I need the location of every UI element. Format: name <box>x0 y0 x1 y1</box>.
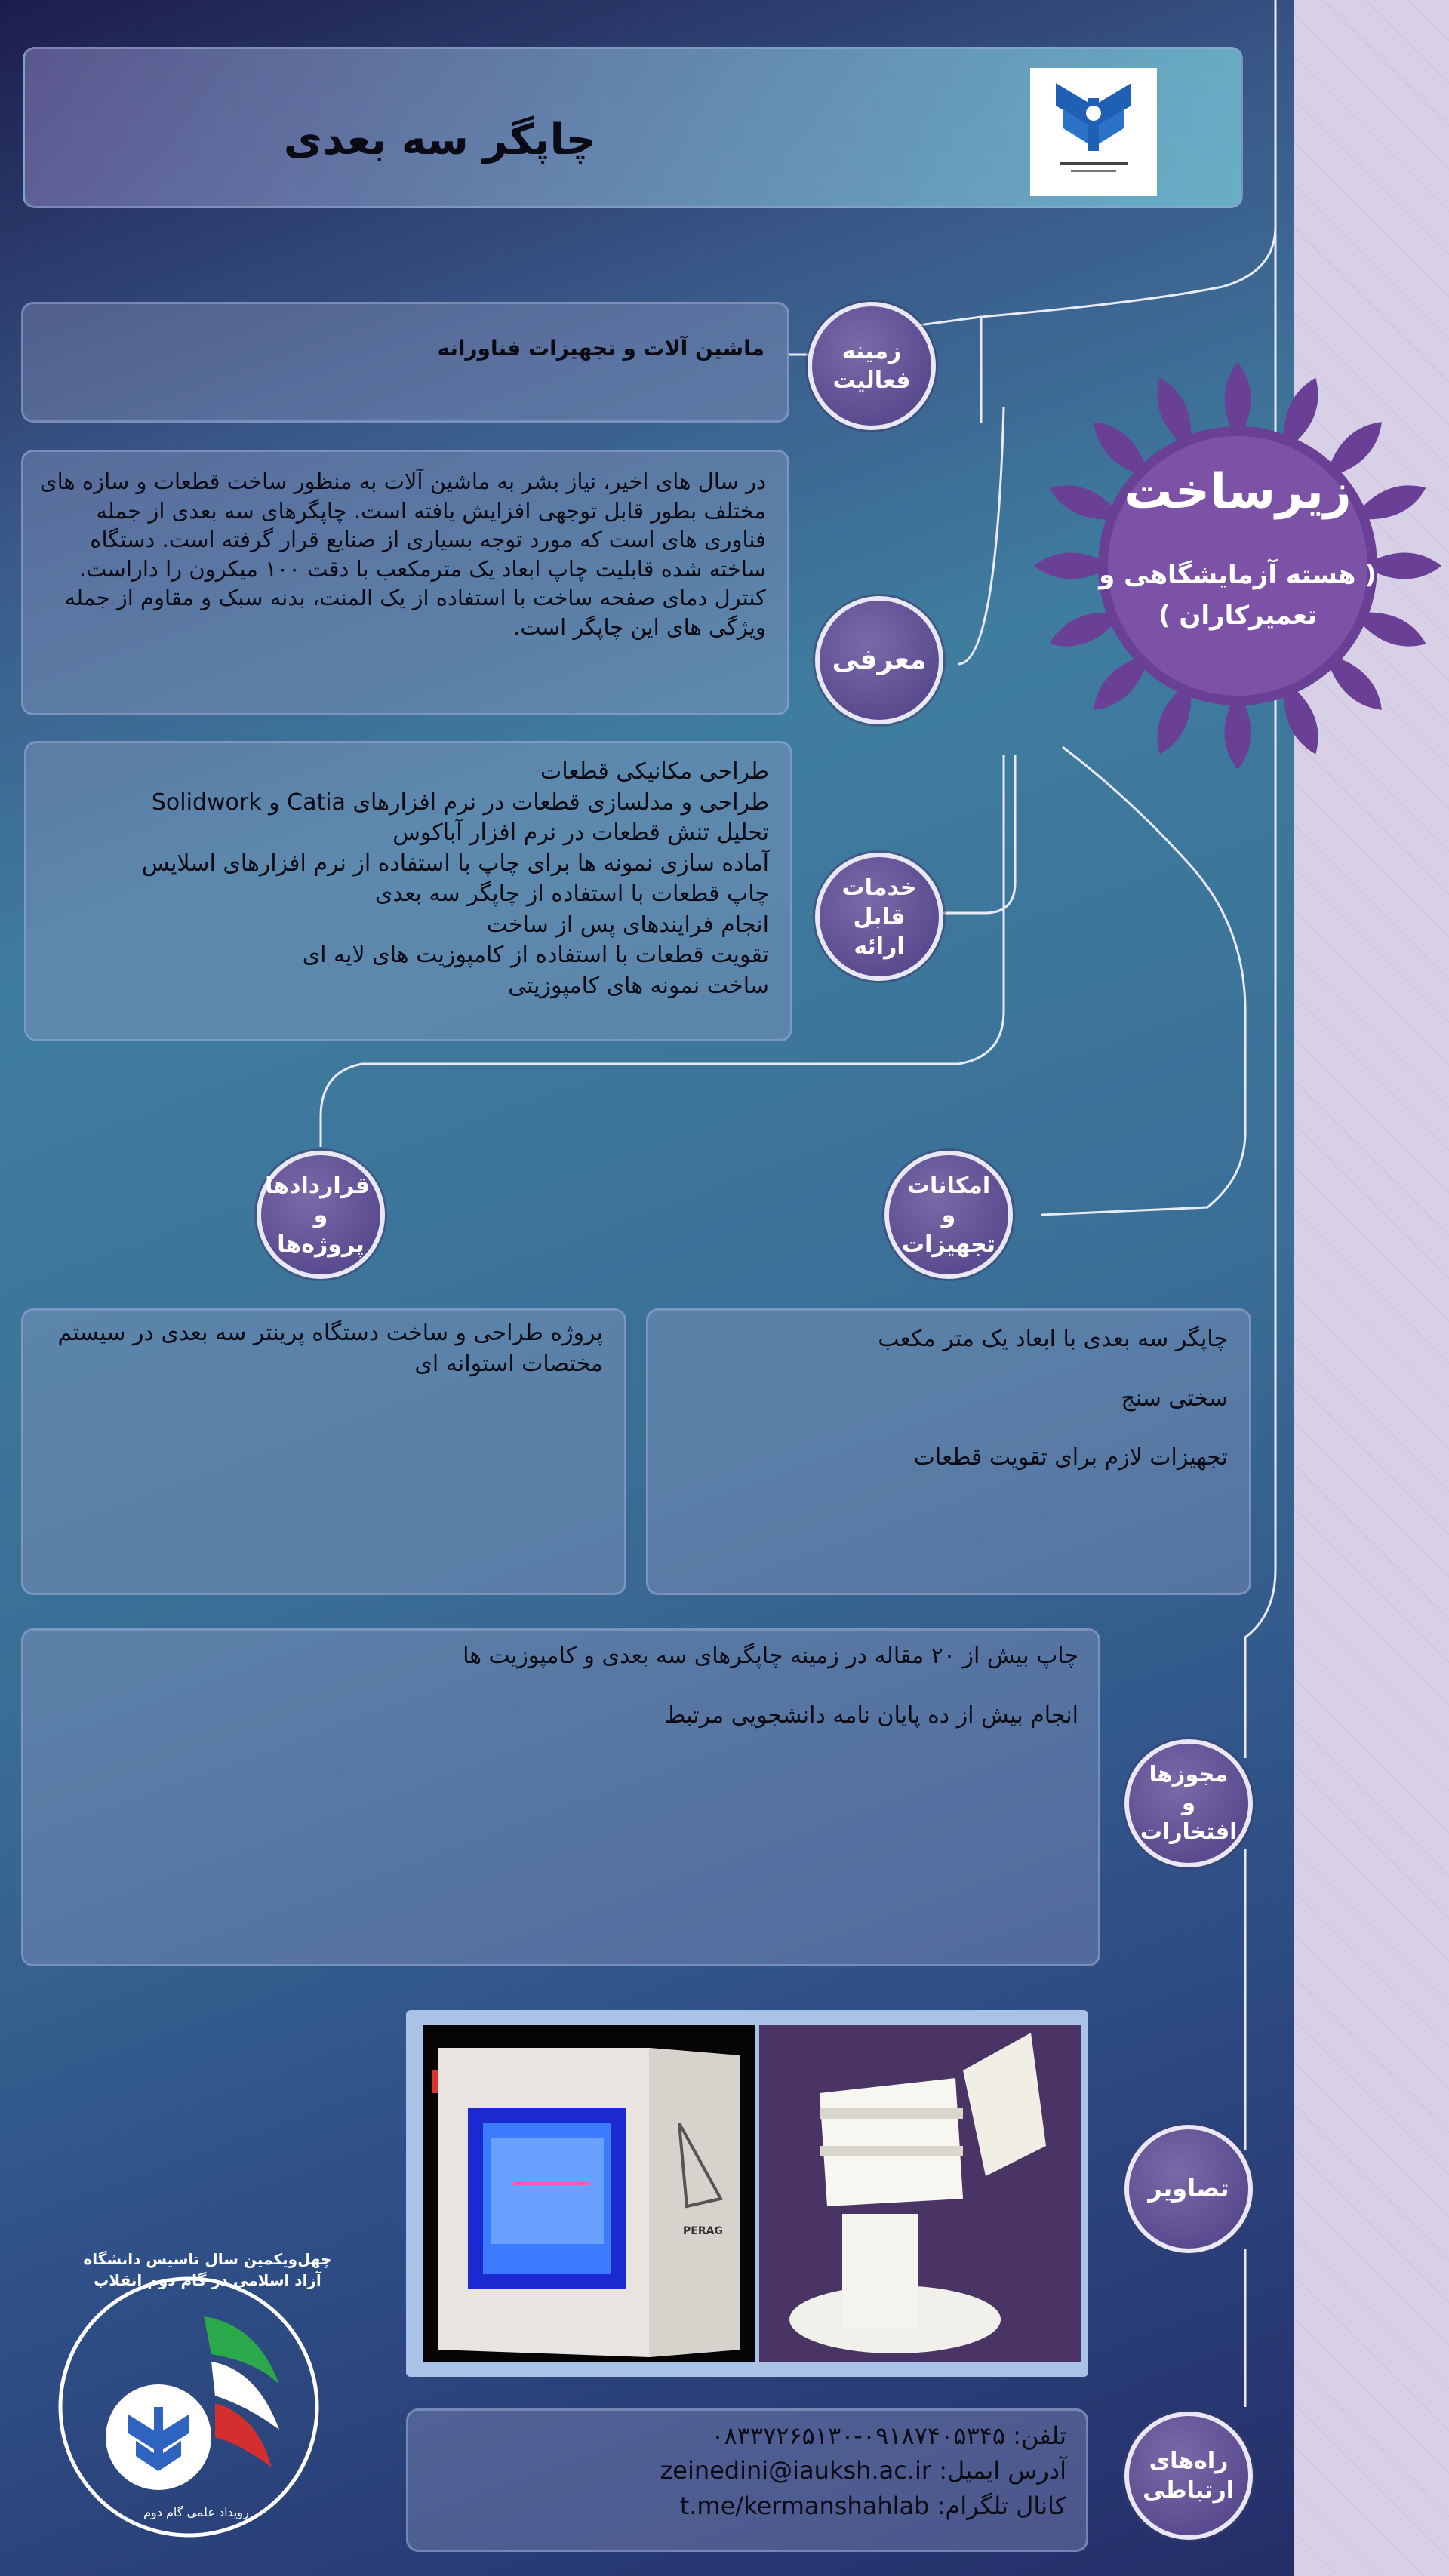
badge-intro-label: معرفی <box>832 644 927 675</box>
anniversary-logo <box>30 2233 347 2550</box>
badge-contracts <box>257 1151 385 1279</box>
intro-content: در سال های اخیر، نیاز بشر به ماشین آلات به منظور ساخت قطعات و سازه های مختلف بطور قابل توجهی افزایش یافته است. چاپگرهای سه بعدی از جمله فناوری های است که مورد توجه بسیاری از صنایع قرار گرفته است. دستگاه ساخته شده قابلیت چاپ ابعاد یک مترمکعب با دقت ۱۰۰ میکرون را داراست. کنترل دمای صفحه ساخت با استفاده از یک المنت، بدنه سبک و مقاوم از جمله ویژگی های این چاپگر است. <box>39 469 766 640</box>
page-title: چاپگر سه بعدی <box>283 115 597 164</box>
badge-subtitle: ( هسته آزمایشگاهی و تعمیرکاران ) <box>1099 560 1377 632</box>
badge-contact <box>1124 2412 1253 2540</box>
field-panel <box>21 302 789 423</box>
services-panel <box>24 741 792 1041</box>
intro-panel <box>21 450 789 715</box>
email-value[interactable]: zeinedini@iauksh.ac.ir <box>660 2456 932 2485</box>
services-item: تحلیل تنش قطعات در نرم افزار آباکوس <box>392 819 769 846</box>
contact-panel <box>406 2408 1088 2552</box>
honors-item: چاپ بیش از ۲۰ مقاله در زمینه چاپگرهای سه بعدی و کامپوزیت ها <box>463 1643 1078 1669</box>
university-logo-icon <box>1041 75 1146 189</box>
contracts-content: پروژه طراحی و ساخت دستگاه پرینتر سه بعدی در سیستم مختصات استوانه ای <box>57 1320 603 1377</box>
badge-honors-label: مجوزها و افتخارات <box>1140 1761 1238 1844</box>
facilities-item: سختی سنج <box>1121 1385 1228 1412</box>
services-item: چاپ قطعات با استفاده از چاپگر سه بعدی <box>374 881 769 907</box>
services-item: طراحی و مدلسازی قطعات در نرم افزارهای Catia و Solidwork <box>151 788 769 816</box>
telegram-label: کانال تلگرام: <box>937 2491 1066 2520</box>
badge-images <box>1124 2125 1253 2253</box>
field-content: ماشین آلات و تجهیزات فناورانه <box>437 336 764 361</box>
badge-contracts-label: قراردادها و پروژه‌ها <box>265 1172 370 1258</box>
university-logo <box>1030 68 1157 196</box>
phone-label: تلفن: <box>1013 2421 1066 2450</box>
anniversary-motto: رویداد علمی گام دوم <box>143 2505 249 2519</box>
anniversary-text: چهل‌ویکمین سال تاسیس دانشگاه آزاد اسلامی در گام دوم انقلاب <box>83 2250 332 2289</box>
contracts-panel <box>21 1308 626 1595</box>
badge-facilities <box>884 1151 1013 1279</box>
facilities-panel <box>646 1308 1251 1595</box>
printed-part-icon <box>759 2025 1081 2362</box>
badge-facilities-label: امکانات و تجهیزات <box>901 1172 996 1258</box>
badge-field-label: زمینه فعالیت <box>832 338 911 394</box>
services-item: طراحی مکانیکی قطعات <box>540 758 769 785</box>
badge-images-label: تصاویر <box>1148 2174 1229 2203</box>
services-item: ساخت نمونه های کامپوزیتی <box>508 972 769 999</box>
badge-honors <box>1124 1739 1253 1867</box>
services-item: آماده سازی نمونه ها برای چاپ با استفاده از نرم افزارهای اسلایس <box>141 850 769 877</box>
badge-services <box>815 853 943 981</box>
telegram-value[interactable]: t.me/kermanshahlab <box>679 2491 930 2520</box>
contact-phone-row <box>408 2418 1066 2453</box>
badge-services-label: خدمات قابل ارائه <box>841 874 917 960</box>
facilities-item: تجهیزات لازم برای تقویت قطعات <box>913 1444 1228 1471</box>
honors-panel <box>21 1628 1100 1966</box>
printer-photo-icon <box>423 2025 755 2362</box>
badge-title: زیرساخت <box>1124 464 1352 520</box>
contact-email-row <box>408 2453 1066 2488</box>
services-item: انجام فرایندهای پس از ساخت <box>486 911 769 938</box>
printer-photo <box>423 2025 755 2362</box>
badge-contact-label: راه‌های ارتباطی <box>1143 2448 1234 2504</box>
contact-telegram-row <box>408 2488 1066 2523</box>
printer-brand-label: PERAG <box>683 2225 723 2237</box>
badge-field <box>808 302 936 430</box>
facilities-item: چاپگر سه بعدی با ابعاد یک متر مکعب <box>878 1326 1228 1352</box>
services-item: تقویت قطعات با استفاده از کامپوزیت های لایه ای <box>302 942 769 968</box>
badge-intro <box>815 596 943 724</box>
printed-part-photo <box>759 2025 1081 2362</box>
honors-item: انجام بیش از ده پایان نامه دانشجویی مرتبط <box>664 1701 1078 1729</box>
email-label: آدرس ایمیل: <box>939 2456 1066 2485</box>
phone-value[interactable]: ۰۹۱۸۷۴۰۵۳۴۵-۰۸۳۳۷۲۶۵۱۳۰ <box>711 2421 1005 2450</box>
